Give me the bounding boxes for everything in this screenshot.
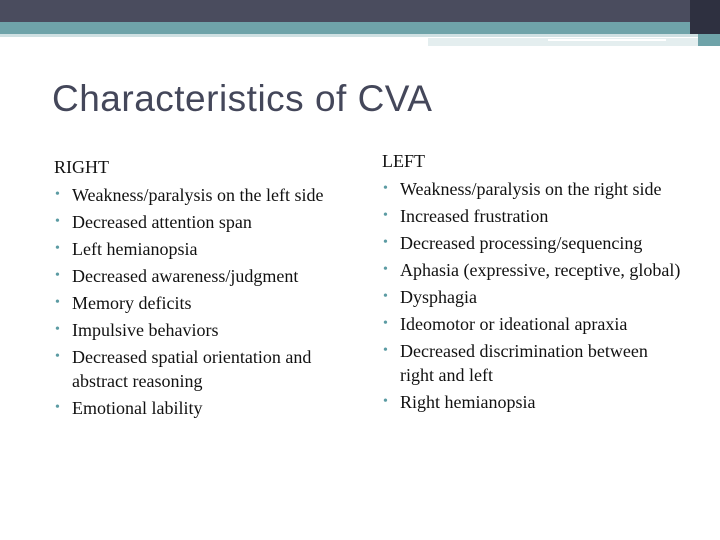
- bullet-icon: •: [383, 289, 388, 304]
- left-list-item: [382, 339, 682, 387]
- bullet-icon: •: [55, 349, 60, 364]
- right-list-item: [54, 264, 344, 288]
- bullet-icon: •: [55, 400, 60, 415]
- right-list: [54, 183, 344, 420]
- left-item-text: Decreased processing/sequencing: [400, 233, 643, 253]
- right-item-text: Decreased attention span: [72, 212, 252, 232]
- right-list-item: [54, 210, 344, 234]
- right-list-item: [54, 183, 344, 207]
- left-list-item: [382, 177, 682, 201]
- left-item-text: Right hemianopsia: [400, 392, 536, 412]
- bullet-icon: •: [55, 214, 60, 229]
- bullet-icon: •: [55, 295, 60, 310]
- left-list-item: [382, 231, 682, 255]
- right-item-text: Emotional lability: [72, 398, 203, 418]
- bullet-icon: •: [383, 235, 388, 250]
- right-column: [54, 155, 344, 423]
- bullet-icon: •: [55, 322, 60, 337]
- left-item-text: Weakness/paralysis on the right side: [400, 179, 662, 199]
- right-item-text: Left hemianopsia: [72, 239, 198, 259]
- bullet-icon: •: [383, 181, 388, 196]
- left-list-item: [382, 312, 682, 336]
- header-bar-dark: [0, 0, 720, 22]
- right-item-text: Memory deficits: [72, 293, 192, 313]
- header-accent-line: [548, 39, 666, 41]
- left-item-text: Decreased discrimination between right and left: [400, 341, 648, 385]
- header-corner-teal: [698, 34, 720, 46]
- left-item-text: Ideomotor or ideational apraxia: [400, 314, 628, 334]
- bullet-icon: •: [383, 316, 388, 331]
- right-item-text: Decreased awareness/judgment: [72, 266, 299, 286]
- left-column: [382, 149, 682, 417]
- right-list-item: [54, 291, 344, 315]
- left-column-heading: LEFT: [382, 151, 425, 171]
- left-list: [382, 177, 682, 414]
- right-list-item: [54, 318, 344, 342]
- right-list-item: [54, 237, 344, 261]
- left-item-text: Aphasia (expressive, receptive, global): [400, 260, 681, 280]
- header-corner-dark: [690, 0, 720, 34]
- bullet-icon: •: [55, 241, 60, 256]
- right-item-text: Decreased spatial orientation and abstract reasoning: [72, 347, 312, 391]
- right-column-heading: RIGHT: [54, 157, 109, 177]
- left-list-item: [382, 258, 682, 282]
- left-item-text: Increased frustration: [400, 206, 549, 226]
- bullet-icon: •: [383, 394, 388, 409]
- right-item-text: Impulsive behaviors: [72, 320, 219, 340]
- right-item-text: Weakness/paralysis on the left side: [72, 185, 324, 205]
- bullet-icon: •: [383, 208, 388, 223]
- header-bar-teal: [0, 22, 720, 34]
- bullet-icon: •: [383, 343, 388, 358]
- left-item-text: Dysphagia: [400, 287, 477, 307]
- right-list-item: [54, 396, 344, 420]
- bullet-icon: •: [383, 262, 388, 277]
- left-list-item: [382, 204, 682, 228]
- slide-title: Characteristics of CVA: [52, 78, 433, 119]
- right-list-item: [54, 345, 344, 393]
- bullet-icon: •: [55, 268, 60, 283]
- left-list-item: [382, 285, 682, 309]
- left-list-item: [382, 390, 682, 414]
- bullet-icon: •: [55, 187, 60, 202]
- header-bar-teal-light: [0, 34, 720, 37]
